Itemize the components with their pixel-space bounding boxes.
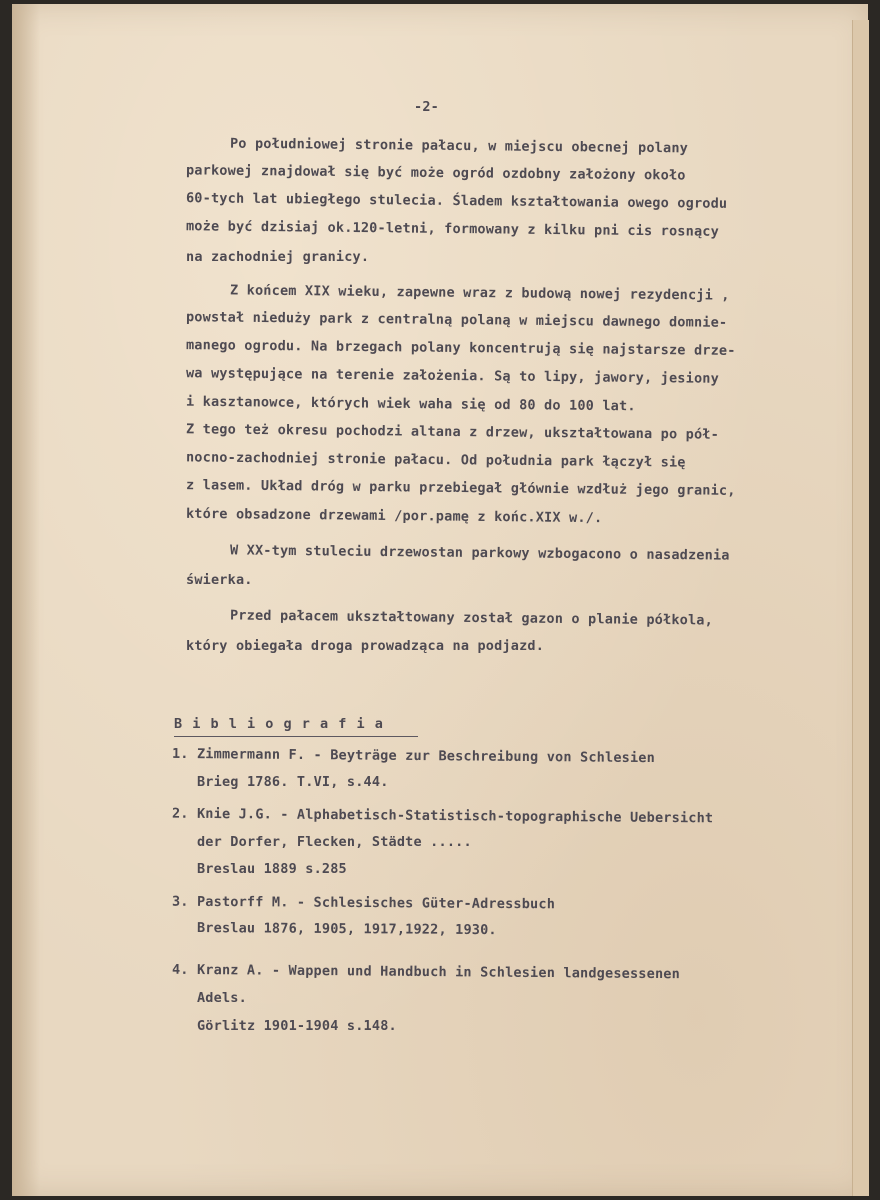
paragraph-line: Z tego też okresu pochodzi altana z drzew, ukształtowana po pół- bbox=[185, 421, 720, 443]
bibliography-line: 4. Kranz A. - Wappen und Handbuch in Schlesien landgesessenen bbox=[171, 961, 681, 983]
paragraph-line: Po południowej stronie pałacu, w miejscu obecnej polany bbox=[229, 135, 689, 157]
paragraph-line: manego ogrodu. Na brzegach polany koncentrują się najstarsze drze- bbox=[185, 337, 736, 359]
bibliography-line: Adels. bbox=[172, 990, 247, 1006]
document-page bbox=[12, 4, 868, 1196]
paragraph-line: Przed pałacem ukształtowany został gazon o planie półkola, bbox=[229, 607, 714, 629]
paragraph-line: W XX-tym stuleciu drzewostan parkowy wzbogacono o nasadzenia bbox=[229, 542, 730, 564]
bibliography-line: 1. Zimmermann F. - Beyträge zur Beschreibung von Schlesien bbox=[171, 745, 656, 767]
paragraph-line: z lasem. Układ dróg w parku przebiegał głównie wzdłuż jego granic, bbox=[185, 477, 736, 499]
bibliography-line: der Dorfer, Flecken, Städte ..... bbox=[172, 834, 472, 850]
paragraph-line: świerka. bbox=[186, 572, 253, 588]
bibliography-line: Breslau 1876, 1905, 1917,1922, 1930. bbox=[171, 919, 497, 939]
page-number: -2- bbox=[414, 99, 439, 115]
paragraph-line: parkowej znajdował się być może ogród ozdobny założony około bbox=[185, 162, 686, 184]
bibliography-line: 3. Pastorff M. - Schlesisches Güter-Adressbuch bbox=[171, 893, 556, 913]
paragraph-line: nocno-zachodniej stronie pałacu. Od południa park łączył się bbox=[185, 449, 686, 471]
bibliography-line: Görlitz 1901-1904 s.148. bbox=[172, 1018, 397, 1034]
page-right-edge bbox=[852, 20, 869, 1196]
paragraph-line: wa występujące na terenie założenia. Są to lipy, jawory, jesiony bbox=[185, 365, 720, 387]
paragraph-line: 60-tych lat ubiegłego stulecia. Śladem kształtowania owego ogrodu bbox=[185, 190, 728, 212]
paragraph-line: może być dzisiaj ok.120-letni, formowany z kilku pni cis rosnący bbox=[185, 218, 720, 240]
paragraph-line: które obsadzone drzewami /por.pamę z końc.XIX w./. bbox=[185, 505, 603, 527]
paragraph-line: który obiegała droga prowadząca na podjazd. bbox=[186, 638, 545, 654]
paragraph-line: na zachodniej granicy. bbox=[186, 249, 370, 265]
paragraph-line: i kasztanowce, których wiek waha się od 80 do 100 lat. bbox=[185, 393, 636, 415]
bibliography-line: 2. Knie J.G. - Alphabetisch-Statistisch-topographische Uebersicht bbox=[171, 805, 714, 827]
paragraph-line: powstał nieduży park z centralną polaną w miejscu dawnego domnie- bbox=[185, 309, 728, 331]
paragraph-line: Z końcem XIX wieku, zapewne wraz z budową nowej rezydencji , bbox=[229, 282, 730, 304]
heading-underline bbox=[174, 736, 418, 737]
page-left-edge-shadow bbox=[12, 4, 40, 1196]
bibliography-line: Brieg 1786. T.VI, s.44. bbox=[172, 774, 389, 790]
bibliography-line: Breslau 1889 s.285 bbox=[172, 861, 347, 877]
bibliography-heading: B i b l i o g r a f i a bbox=[174, 716, 384, 732]
